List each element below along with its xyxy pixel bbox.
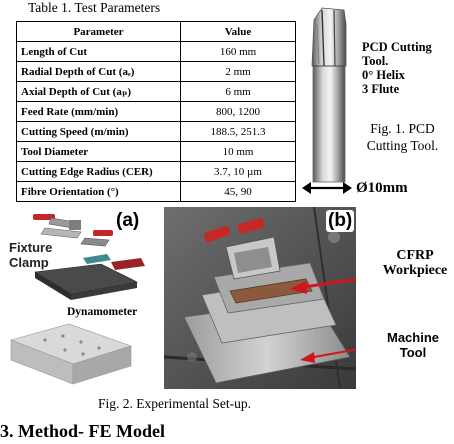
label-line: Fixture [9,240,53,255]
label-line: Workpiece [382,263,448,278]
pcd-cutting-tool-image [300,6,356,186]
table-caption: Table 1. Test Parameters [28,0,161,15]
caption-line: Cutting Tool. [366,138,439,153]
panel-a-label: (a) [116,210,140,231]
caption-line: Fig. 1. PCD [370,121,435,136]
experimental-setup-photo [164,207,356,389]
parameter-cell: Tool Diameter [17,142,181,162]
value-cell: 10 mm [181,142,296,162]
dynamometer-label: Dynamometer [67,306,138,318]
value-cell: 2 mm [181,62,296,82]
tool-label-line: PCD Cutting [362,40,432,54]
parameter-cell: Length of Cut [17,42,181,62]
value-cell: 3.7, 10 µm [181,162,296,182]
parameters-table [16,21,296,202]
tool-label-line: Tool. [362,54,389,68]
parameter-cell: Cutting Speed (m/min) [17,122,181,142]
tool-label-line: 0° Helix [362,68,405,82]
label-line: CFRP [396,248,434,263]
label-line: Clamp [9,255,49,270]
panel-b-label: (b) [328,210,353,231]
parameter-cell: Feed Rate (mm/min) [17,102,181,122]
value-cell: 800, 1200 [181,102,296,122]
table-row [17,42,296,62]
column-header-value: Value [181,22,296,42]
table-row [17,142,296,162]
parameter-cell: Fibre Orientation (°) [17,182,181,202]
parameter-cell: Cutting Edge Radius (CER) [17,162,181,182]
label-line: Tool [399,345,427,360]
fixture-clamp-label [9,240,52,270]
table-row [17,162,296,182]
diameter-arrow-icon [302,180,352,196]
tool-description-label [362,40,432,96]
tool-label-line: 3 Flute [362,82,400,96]
label-line: Machine [386,330,439,345]
figure-2-caption: Fig. 2. Experimental Set-up. [98,396,251,411]
machine-tool-label [378,330,448,360]
table-row [17,182,296,202]
value-cell: 188.5, 251.3 [181,122,296,142]
table-row [17,102,296,122]
value-cell: 6 mm [181,82,296,102]
parameter-cell: Axial Depth of Cut (aₚ) [17,82,181,102]
value-cell: 45, 90 [181,182,296,202]
parameter-cell: Radial Depth of Cut (aₑ) [17,62,181,82]
table-row [17,82,296,102]
section-heading: 3. Method- FE Model [0,421,165,441]
fixture-exploded-view-image [5,208,158,388]
table-header-row [17,22,296,42]
value-cell: 160 mm [181,42,296,62]
table-row [17,122,296,142]
column-header-parameter: Parameter [17,22,181,42]
diameter-label: Ø10mm [356,180,408,196]
cfrp-workpiece-label [380,248,450,278]
figure-1-caption [355,120,450,154]
table-row [17,62,296,82]
